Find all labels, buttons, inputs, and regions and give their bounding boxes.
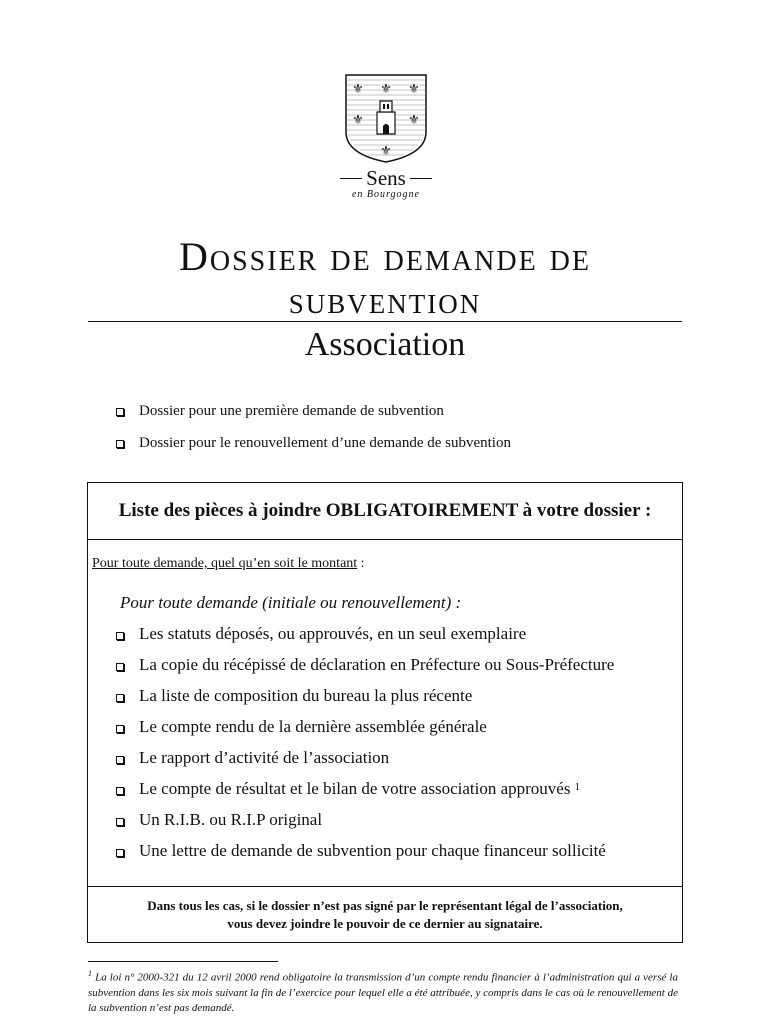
footnote-text: La loi n° 2000-321 du 12 avril 2000 rend obligatoire la transmission d’un compte rendu financier à l’administration qui a versé la subvention dans les six mois suivant la fin de l’exercice pour lequel elle a été attribuée, y compris dans le cas où le renouvellement de la subvention n’est pas demandé. — [88, 971, 678, 1014]
coat-of-arms-icon — [343, 72, 429, 164]
document-subtitle: Association — [304, 326, 466, 363]
footnote-reference: 1 — [574, 781, 580, 793]
option-label: Dossier pour le renouvellement d’une demande de subvention — [139, 435, 511, 451]
checkbox-icon[interactable] — [116, 818, 124, 826]
checkbox-icon[interactable] — [116, 849, 124, 857]
list-item: Le compte rendu de la dernière assemblée générale — [116, 716, 614, 747]
checkbox-icon[interactable] — [116, 632, 124, 640]
svg-text:⚜: ⚜ — [408, 113, 420, 128]
list-item: La liste de composition du bureau la plus récente — [116, 685, 614, 716]
checkbox-icon[interactable] — [116, 756, 124, 764]
svg-text:⚜: ⚜ — [408, 82, 420, 97]
required-documents-heading: Liste des pièces à joindre OBLIGATOIREMENT à votre dossier : — [88, 483, 682, 540]
signature-notice: Dans tous les cas, si le dossier n’est pas signé par le représentant légal de l’association, vous devez joindre le pouvoir de ce dernier au signataire. — [88, 886, 682, 942]
option-label: Dossier pour une première demande de subvention — [139, 403, 444, 419]
checkbox-icon[interactable] — [116, 694, 124, 702]
intro-text: Pour toute demande, quel qu’en soit le montant : — [92, 556, 365, 571]
required-documents-box — [87, 482, 683, 943]
list-item: Un R.I.B. ou R.I.P original — [116, 809, 614, 840]
list-item: La copie du récépissé de déclaration en Préfecture ou Sous-Préfecture — [116, 654, 614, 685]
footnote-mark: 1 — [88, 969, 92, 978]
checkbox-icon[interactable] — [116, 725, 124, 733]
checkbox-icon[interactable] — [116, 440, 124, 448]
footnote-divider — [88, 961, 278, 962]
option-renewal-request[interactable] — [116, 432, 511, 464]
title-divider — [88, 321, 682, 322]
list-item: Une lettre de demande de subvention pour chaque financeur sollicité — [116, 840, 614, 871]
section-subheading: Pour toute demande (initiale ou renouvellement) : — [120, 593, 462, 612]
list-item: Le compte de résultat et le bilan de votre association approuvés $^1$ — [116, 778, 614, 809]
svg-text:⚜: ⚜ — [380, 82, 392, 97]
checkbox-icon[interactable] — [116, 408, 124, 416]
required-documents-list — [116, 623, 614, 871]
option-first-request[interactable] — [116, 400, 511, 432]
city-logo — [338, 72, 434, 200]
town-name: Sens — [338, 168, 434, 188]
town-tagline: en Bourgogne — [351, 189, 420, 200]
intro-underlined: Pour toute demande, quel qu’en soit le montant — [92, 556, 358, 571]
svg-text:⚜: ⚜ — [352, 113, 364, 128]
document-title-line1: Dossier de demande de — [179, 234, 591, 279]
document-title-line2: subvention — [288, 280, 482, 322]
list-item: Les statuts déposés, ou approuvés, en un seul exemplaire — [116, 623, 614, 654]
footnote — [88, 966, 678, 1016]
svg-text:⚜: ⚜ — [352, 82, 364, 97]
svg-text:⚜: ⚜ — [380, 144, 392, 159]
request-type-options — [116, 400, 511, 464]
checkbox-icon[interactable] — [116, 787, 124, 795]
checkbox-icon[interactable] — [116, 663, 124, 671]
list-item: Le rapport d’activité de l’association — [116, 747, 614, 778]
